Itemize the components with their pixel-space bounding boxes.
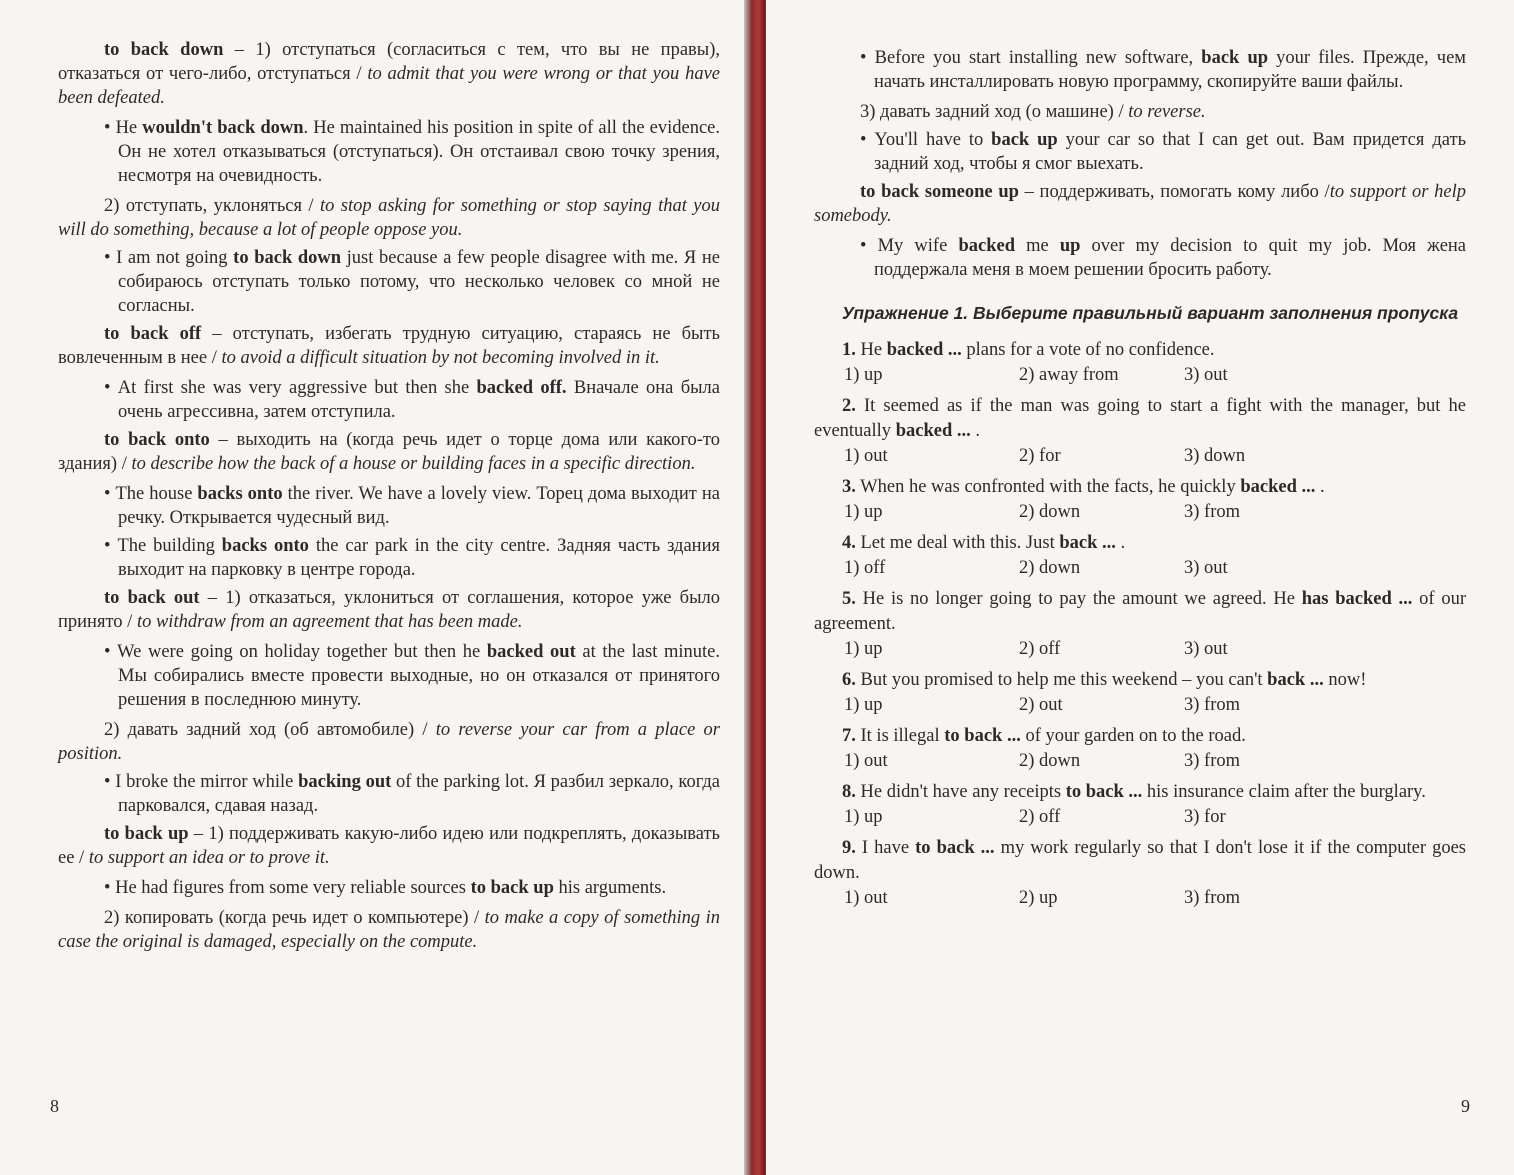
example-phrasal-verb: backed — [958, 236, 1015, 256]
headword: to back up — [104, 824, 189, 844]
question-stem: He didn't have any receipts — [855, 782, 1066, 802]
question-stem: When he was confronted with the facts, he quickly — [855, 477, 1241, 497]
example-sentence — [115, 482, 720, 530]
answer-option: 2) away from — [1019, 365, 1119, 385]
exercise-question — [814, 475, 1466, 525]
example-text: He had figures from some very reliable sources — [115, 878, 471, 898]
example-text: his arguments. — [553, 878, 667, 898]
entry-definition: to withdraw from an agreement that has been made. — [136, 612, 523, 632]
example-text: over my decision to quit my job. Моя жена поддержала меня в моем решении бросить работу. — [874, 236, 1467, 280]
answer-option: 1) up — [844, 639, 883, 659]
entry-definition: to stop asking for something or stop saying that you will do something, because a lot of people oppose you. — [58, 196, 721, 240]
answer-option: 2) off — [1019, 807, 1061, 827]
entry-sense — [58, 194, 720, 242]
example-sentence — [118, 534, 720, 582]
question-stem: my work regularly so that I don't lose it if the computer goes down. — [814, 838, 1467, 883]
entry-sense — [58, 718, 720, 766]
question-gap: backed ... — [1240, 477, 1316, 497]
answer-option: 2) down — [1019, 502, 1081, 522]
example-sentence — [874, 46, 1466, 94]
example-phrasal-verb: back up — [991, 130, 1058, 150]
exercise-question — [814, 338, 1466, 388]
example-text: at the last minute. Мы собирались вместе провести выходные, но он отказался от принятого решения в последнюю минуту. — [118, 642, 720, 710]
answer-option: 3) from — [1184, 888, 1240, 908]
exercise-question — [814, 780, 1466, 830]
answer-option: 1) out — [844, 751, 888, 771]
question-gap: backed ... — [886, 340, 962, 360]
question-text — [814, 338, 1466, 363]
question-text — [814, 780, 1466, 805]
example-phrasal-verb: to back down — [233, 248, 342, 268]
headword: to back onto — [104, 430, 210, 450]
example-text: . He maintained his position in spite of all the evidence. Он не хотел отказываться (отступаться). Он отстаивал свою точку зрения, несмотря на очевидность. — [118, 118, 721, 186]
answer-options — [814, 805, 1466, 830]
dictionary-entry — [58, 428, 720, 476]
question-gap: to back ... — [1065, 782, 1143, 802]
example-sentence — [118, 246, 720, 318]
entry-translation: – выходить на (когда речь идет о торце дома или какого-то здания) / — [58, 430, 720, 474]
example-sentence — [118, 640, 720, 712]
entry-definition: to make a copy of something in case the original is damaged, especially on the compute. — [58, 908, 720, 952]
example-text: Вначале она была очень агрессивна, затем отступила. — [118, 378, 720, 422]
answer-option: 3) out — [1184, 558, 1228, 578]
exercise-questions — [814, 338, 1466, 911]
entry-translation: 2) давать задний ход (об автомобиле) / — [104, 720, 436, 740]
example-sentence — [874, 128, 1466, 176]
entry-translation: – 1) поддерживать какую-либо идею или подкреплять, доказывать ее / — [58, 824, 720, 868]
answer-option: 1) up — [844, 365, 883, 385]
answer-option: 3) from — [1184, 695, 1240, 715]
dictionary-entry — [58, 38, 720, 110]
example-text: He — [115, 118, 143, 138]
example-text: Before you start installing new software, — [874, 48, 1202, 68]
question-number: 2. — [842, 396, 856, 416]
example-text: I broke the mirror while — [115, 772, 299, 792]
question-gap: to back ... — [915, 838, 995, 858]
entry-translation: – поддерживать, помогать кому либо / — [1018, 182, 1330, 202]
example-sentence — [118, 376, 720, 424]
question-stem: . — [970, 421, 980, 441]
question-stem: of our agreement. — [814, 589, 1467, 634]
example-text: At first she was very aggressive but then she — [117, 378, 477, 398]
answer-option: 2) down — [1019, 558, 1081, 578]
example-text: the car park in the city centre. Задняя часть здания выходит на парковку в центре города. — [118, 536, 720, 580]
entry-translation: – 1) отказаться, уклониться от соглашения, которое уже было принято / — [58, 588, 720, 632]
entry-sense — [814, 100, 1466, 124]
exercise-question — [814, 668, 1466, 718]
example-text: your files. Прежде, чем начать инсталлировать новую программу, скопируйте ваши файлы. — [874, 48, 1467, 92]
question-gap: back ... — [1059, 533, 1116, 553]
question-text — [814, 724, 1466, 749]
example-phrasal-verb: backs onto — [221, 536, 309, 556]
question-stem: I have — [855, 838, 916, 858]
question-stem: of your garden on to the road. — [1020, 726, 1246, 746]
question-text — [814, 394, 1466, 444]
answer-options — [814, 693, 1466, 718]
example-phrasal-verb: backed off. — [476, 378, 567, 398]
answer-options — [814, 749, 1466, 774]
answer-option: 3) out — [1184, 639, 1228, 659]
question-text — [814, 475, 1466, 500]
answer-option: 1) up — [844, 502, 883, 522]
example-phrasal-verb: wouldn't back down — [142, 118, 304, 138]
answer-option: 1) up — [844, 807, 883, 827]
question-stem: . — [1315, 477, 1325, 497]
question-stem: He is no longer going to pay the amount we agreed. He — [855, 589, 1302, 609]
answer-option: 3) from — [1184, 751, 1240, 771]
example-text: just because a few people disagree with me. Я не собираюсь отступать только потому, что несколько человек со мной не согласны. — [118, 248, 721, 316]
question-stem: He — [855, 340, 887, 360]
answer-option: 2) up — [1019, 888, 1058, 908]
answer-option: 1) out — [844, 888, 888, 908]
example-text: You'll have to — [874, 130, 992, 150]
answer-options — [814, 886, 1466, 911]
question-number: 6. — [842, 670, 856, 690]
entry-definition: to describe how the back of a house or building faces in a specific direction. — [131, 454, 696, 474]
answer-option: 2) down — [1019, 751, 1081, 771]
question-number: 9. — [842, 838, 856, 858]
question-number: 5. — [842, 589, 856, 609]
left-page-content — [58, 38, 720, 954]
question-stem: now! — [1323, 670, 1367, 690]
entry-definition: to avoid a difficult situation by not becoming involved in it. — [221, 348, 660, 368]
entry-definition: to support or help somebody. — [814, 182, 1466, 226]
headword: to back someone up — [860, 182, 1019, 202]
question-stem: But you promised to help me this weekend – you can't — [855, 670, 1268, 690]
question-stem: plans for a vote of no confidence. — [961, 340, 1215, 360]
answer-option: 2) for — [1019, 446, 1061, 466]
example-text: your car so that I can get out. Вам придется дать задний ход, чтобы я смог выехать. — [874, 130, 1467, 174]
answer-option: 3) out — [1184, 365, 1228, 385]
entry-definition: to support an idea or to prove it. — [88, 848, 330, 868]
answer-option: 2) off — [1019, 639, 1061, 659]
example-phrasal-verb: backed out — [486, 642, 576, 662]
entry-sense — [58, 906, 720, 954]
example-text: We were going on holiday together but then he — [117, 642, 487, 662]
entry-definition: to reverse your car from a place or position. — [58, 720, 720, 764]
example-phrasal-verb: back up — [1201, 48, 1269, 68]
answer-options — [814, 637, 1466, 662]
example-text: My wife — [877, 236, 959, 256]
example-text: of the parking lot. Я разбил зеркало, когда парковался, сдавая назад. — [118, 772, 721, 816]
answer-option: 1) up — [844, 695, 883, 715]
exercise-title: Упражнение 1. Выберите правильный вариант заполнения пропуска — [842, 303, 1459, 323]
exercise-question — [814, 531, 1466, 581]
entry-definition: to admit that you were wrong or that you have been defeated. — [58, 64, 720, 108]
question-stem: It is illegal — [855, 726, 945, 746]
answer-options — [814, 500, 1466, 525]
answer-option: 2) out — [1019, 695, 1063, 715]
example-text: the river. We have a lovely view. Торец дома выходит на речку. Открывается чудесный вид. — [118, 484, 720, 528]
example-sentence — [115, 876, 720, 900]
question-number: 8. — [842, 782, 856, 802]
headword: to back down — [104, 40, 224, 60]
question-number: 1. — [842, 340, 856, 360]
example-text: The building — [117, 536, 222, 556]
page-number-right: 9 — [1461, 1096, 1470, 1116]
answer-options — [814, 363, 1466, 388]
dictionary-entry — [58, 322, 720, 370]
headword: to back out — [104, 588, 200, 608]
dictionary-entry — [814, 180, 1466, 228]
example-sentence — [115, 116, 721, 188]
example-text: The house — [115, 484, 198, 504]
answer-option: 1) off — [844, 558, 886, 578]
example-phrasal-verb: up — [1059, 236, 1081, 256]
answer-option: 3) from — [1184, 502, 1240, 522]
question-stem: his insurance claim after the burglary. — [1142, 782, 1426, 802]
example-text: I am not going — [116, 248, 234, 268]
question-gap: has backed ... — [1301, 589, 1413, 609]
dictionary-entry — [58, 586, 720, 634]
question-text — [814, 836, 1466, 886]
entry-translation: 2) копировать (когда речь идет о компьютере) / — [104, 908, 485, 928]
answer-option: 3) for — [1184, 807, 1226, 827]
right-page — [766, 0, 1514, 1175]
question-gap: backed ... — [895, 421, 971, 441]
question-stem: . — [1115, 533, 1126, 553]
example-phrasal-verb: to back up — [470, 878, 554, 898]
answer-options — [814, 556, 1466, 581]
example-sentence — [115, 770, 721, 818]
exercise-question — [814, 587, 1466, 662]
question-stem: It seemed as if the man was going to start a fight with the manager, but he eventually — [814, 396, 1466, 441]
right-page-content — [814, 46, 1466, 282]
answer-option: 3) down — [1184, 446, 1246, 466]
answer-options — [814, 444, 1466, 469]
question-text — [814, 587, 1466, 637]
example-sentence — [874, 234, 1466, 282]
example-phrasal-verb: backs onto — [197, 484, 283, 504]
entry-definition: to reverse. — [1128, 102, 1206, 122]
question-stem: Let me deal with this. Just — [855, 533, 1060, 553]
page-number-left: 8 — [50, 1096, 59, 1116]
question-number: 7. — [842, 726, 856, 746]
exercise-question — [814, 394, 1466, 469]
question-gap: back ... — [1267, 670, 1324, 690]
question-number: 3. — [842, 477, 856, 497]
headword: to back off — [104, 324, 202, 344]
question-text — [814, 531, 1466, 556]
entry-translation: 2) отступать, уклоняться / — [104, 196, 320, 216]
dictionary-entry — [58, 822, 720, 870]
entry-translation: – 1) отступаться (согласиться с тем, что вы не правы), отказаться от чего-либо, отступаться / — [58, 40, 720, 84]
left-page — [0, 0, 752, 1175]
entry-translation: – отступать, избегать трудную ситуацию, стараясь не быть вовлеченным в нее / — [58, 324, 720, 368]
exercise-question — [814, 724, 1466, 774]
exercise-question — [814, 836, 1466, 911]
question-gap: to back ... — [944, 726, 1021, 746]
answer-option: 1) out — [844, 446, 888, 466]
question-number: 4. — [842, 533, 856, 553]
example-phrasal-verb: backing out — [298, 772, 392, 792]
entry-translation: 3) давать задний ход (о машине) / — [860, 102, 1129, 122]
question-text — [814, 668, 1466, 693]
example-text: me — [1014, 236, 1060, 256]
